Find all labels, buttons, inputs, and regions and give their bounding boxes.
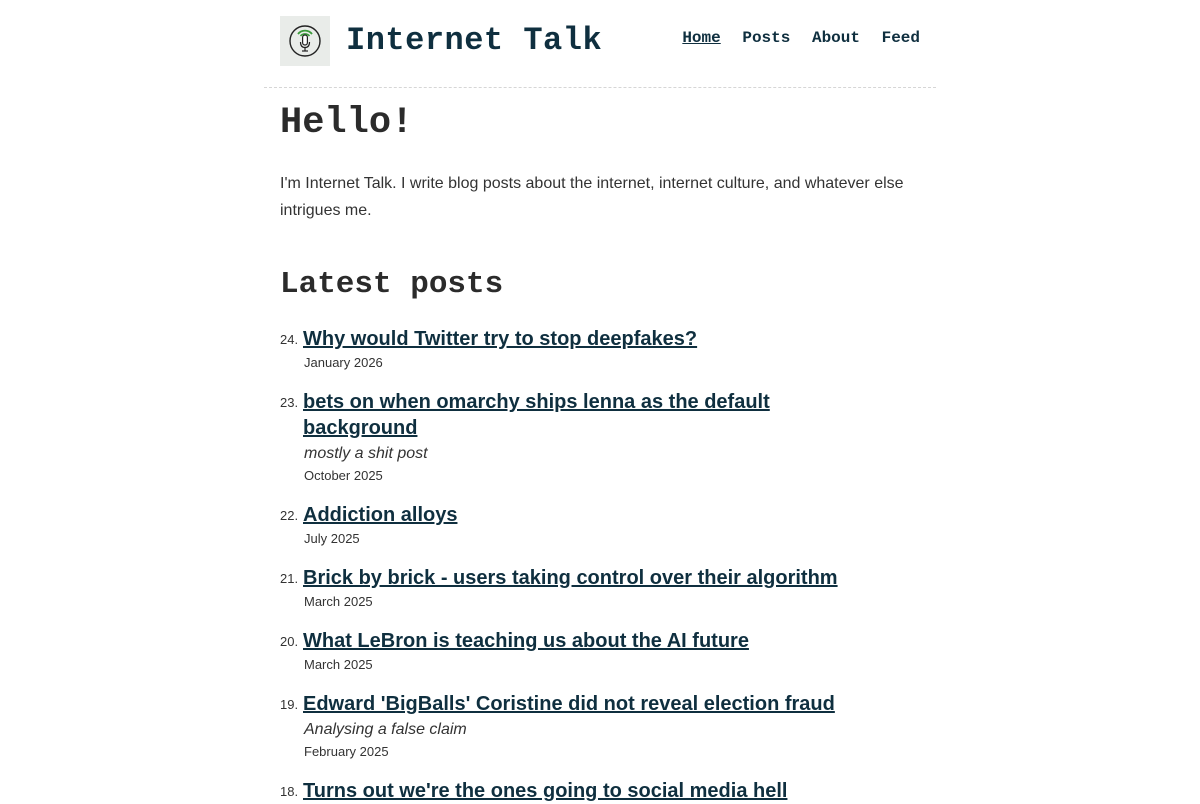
post-number: 21. <box>280 570 299 586</box>
list-item <box>280 326 920 371</box>
post-subtitle: Analysing a false claim <box>304 720 467 738</box>
post-link[interactable]: What LeBron is teaching us about the AI future <box>303 629 749 652</box>
post-date: March 2025 <box>304 656 373 672</box>
post-link[interactable]: Edward 'BigBalls' Coristine did not reveal election fraud <box>303 692 835 715</box>
list-item <box>280 389 920 484</box>
microphone-icon <box>288 24 322 58</box>
post-link[interactable]: bets on when omarchy ships lenna as the default background <box>303 390 770 439</box>
post-link[interactable]: Brick by brick - users taking control over their algorithm <box>303 566 838 589</box>
post-date: February 2025 <box>304 743 389 759</box>
post-date: July 2025 <box>304 530 360 546</box>
post-number: 20. <box>280 633 299 649</box>
page-title: Hello! <box>280 102 414 144</box>
post-date: March 2025 <box>304 593 373 609</box>
post-list <box>280 326 920 804</box>
intro-text: I'm Internet Talk. I write blog posts about the internet, internet culture, and whatever else intrigues me. <box>280 174 904 219</box>
post-date: January 2026 <box>304 354 383 370</box>
post-number: 19. <box>280 696 299 712</box>
nav-posts[interactable]: Posts <box>742 29 791 47</box>
post-number: 23. <box>280 394 299 410</box>
site-header <box>264 0 936 88</box>
main-nav <box>670 29 920 47</box>
post-number: 22. <box>280 507 299 523</box>
post-number: 24. <box>280 331 299 347</box>
post-date: October 2025 <box>304 467 383 483</box>
nav-about[interactable]: About <box>811 29 860 47</box>
latest-posts-heading: Latest posts <box>280 266 504 302</box>
site-logo[interactable] <box>280 16 330 66</box>
nav-feed[interactable]: Feed <box>881 29 920 47</box>
list-item <box>280 502 920 547</box>
list-item <box>280 628 920 673</box>
post-link[interactable]: Addiction alloys <box>303 503 458 526</box>
site-title[interactable]: Internet Talk <box>346 22 603 59</box>
post-number: 18. <box>280 783 299 799</box>
post-subtitle: mostly a shit post <box>304 444 428 462</box>
main-content <box>264 103 936 804</box>
post-link[interactable]: Turns out we're the ones going to social media hell <box>303 779 788 802</box>
list-item <box>280 691 920 760</box>
nav-home[interactable]: Home <box>682 29 721 47</box>
post-link[interactable]: Why would Twitter try to stop deepfakes? <box>303 327 698 350</box>
list-item <box>280 565 920 610</box>
